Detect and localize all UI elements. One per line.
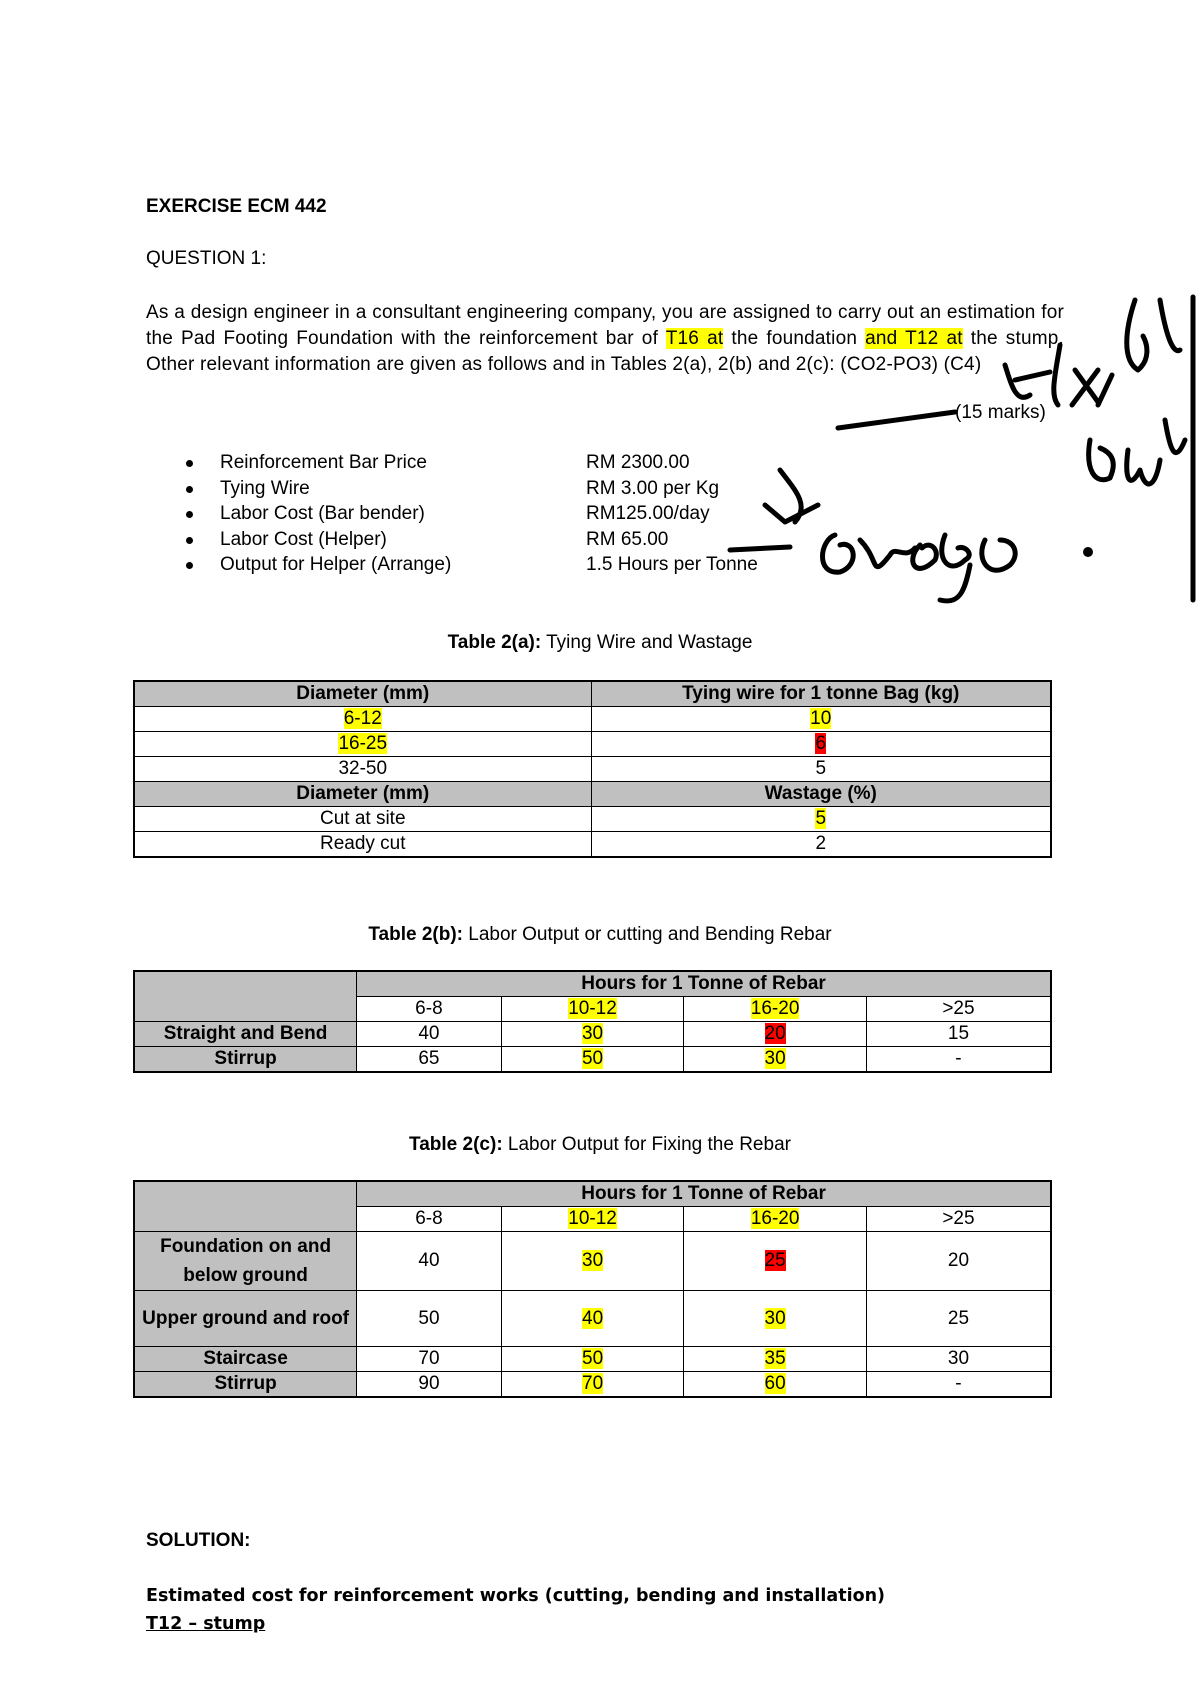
table-cell: 40 (357, 1022, 502, 1047)
highlight-cell-text: 10-12 (568, 1208, 617, 1229)
table-cell: 5 (591, 757, 1051, 782)
table-cell: 70 (357, 1347, 502, 1372)
highlight-cell-text: 30 (582, 1250, 604, 1271)
highlight-cell-text: 10 (810, 708, 832, 729)
table-c-caption-text: Labor Output for Fixing the Rebar (502, 1134, 791, 1155)
highlight-cell-text: 30 (764, 1048, 786, 1069)
list-item-label: Tying Wire (220, 477, 310, 499)
highlight-cell-text: 16-20 (750, 998, 800, 1019)
highlight-cell-text: 35 (764, 1348, 786, 1369)
ink-arrange (823, 535, 1016, 601)
table-row-header: Foundation on and below ground (134, 1232, 357, 1291)
highlight-cell-text: 30 (764, 1307, 786, 1329)
highlight-cell-text: 16-20 (750, 1208, 800, 1229)
table-cell: 65 (357, 1047, 502, 1073)
table-row-header: Upper ground and roof (134, 1291, 357, 1347)
table-col-header: 6-8 (357, 1207, 502, 1232)
list-item-label: Labor Cost (Bar bender) (220, 503, 425, 524)
list-item-value: RM 65.00 (586, 528, 669, 550)
list-item-label: Labor Cost (Helper) (220, 528, 387, 550)
list-item-label: Output for Helper (Arrange) (220, 554, 452, 575)
table-a-caption-text: Tying Wire and Wastage (541, 632, 753, 653)
list-item-value: RM 2300.00 (586, 452, 690, 473)
ink-fix-cut (1005, 300, 1180, 405)
highlight-cell-text: 5 (815, 808, 827, 829)
ink-swm (1089, 420, 1185, 484)
table-cell: 90 (357, 1372, 502, 1398)
highlight-t12: and T12 at (865, 328, 963, 349)
table-cell: 2 (591, 832, 1051, 858)
table-row-header: Staircase (134, 1347, 357, 1372)
para-text-1: As a design engineer in a consultant engineering company, you are assigned to carry out an estimation for the Pad Footing Foundation with the reinforcement bar of (146, 302, 1064, 349)
table-cell: Ready cut (134, 832, 591, 858)
table-header-cell: Wastage (%) (591, 782, 1051, 807)
para-text-2: the foundation (723, 328, 866, 349)
table-row-header: Stirrup (134, 1372, 357, 1398)
table-b-caption-text: Labor Output or cutting and Bending Rebar (463, 924, 832, 945)
table-cell: Cut at site (134, 807, 591, 832)
ink-dash (730, 547, 790, 550)
table-cell: 25 (866, 1291, 1051, 1347)
list-item-value: RM 3.00 per Kg (586, 477, 720, 499)
highlight-cell-text: 16-25 (338, 733, 388, 754)
table-cell: - (866, 1047, 1051, 1073)
table-col-header: 6-8 (357, 997, 502, 1022)
table-header-cell: Diameter (mm) (134, 681, 591, 707)
table-cell: 50 (357, 1291, 502, 1347)
highlight-cell-text: 50 (581, 1048, 604, 1069)
red-highlight-cell-text: 25 (764, 1250, 786, 1271)
solution-heading: SOLUTION: (146, 1530, 251, 1551)
highlight-cell-text: 6-12 (343, 708, 382, 729)
table-cell: 32-50 (134, 757, 591, 782)
table-cell: 30 (866, 1347, 1051, 1372)
table-b-caption-bold: Table 2(b): (368, 924, 463, 945)
highlight-t16: T16 at (665, 328, 724, 349)
ink-strike-line (838, 412, 955, 428)
table-col-header: >25 (866, 997, 1051, 1022)
highlight-cell-text: 70 (582, 1373, 604, 1394)
table-cell: 15 (866, 1022, 1051, 1047)
highlight-cell-text: 40 (582, 1307, 604, 1329)
solution-section: T12 – stump (146, 1614, 266, 1634)
table-cell: 20 (866, 1232, 1051, 1291)
table-group-header: Hours for 1 Tonne of Rebar (357, 971, 1051, 997)
table-c-caption-bold: Table 2(c): (409, 1134, 503, 1155)
list-item-label: Reinforcement Bar Price (220, 452, 427, 473)
table-row-header: Straight and Bend (134, 1022, 357, 1047)
highlight-cell-text: 50 (582, 1348, 604, 1369)
highlight-cell-text: 10-12 (568, 998, 617, 1019)
question-label: QUESTION 1: (146, 248, 267, 269)
red-highlight-cell-text: 20 (764, 1023, 786, 1044)
table-row-header: Stirrup (134, 1047, 357, 1073)
table-cell: - (866, 1372, 1051, 1398)
para-text-3: the stump. Other relevant information are given as follows and in Tables 2(a), 2(b) and 2(c): (CO2-PO3) (C4) (146, 328, 1064, 375)
table-a-caption-bold: Table 2(a): (447, 632, 542, 653)
exercise-title: EXERCISE ECM 442 (146, 196, 327, 217)
highlight-cell-text: 60 (764, 1373, 786, 1394)
marks-label: (15 marks) (955, 402, 1046, 423)
red-highlight-cell-text: 6 (815, 733, 827, 754)
table-header-cell: Tying wire for 1 tonne Bag (kg) (591, 681, 1051, 707)
list-item-value: RM125.00/day (586, 503, 710, 524)
table-header-cell: Diameter (mm) (134, 782, 591, 807)
ink-dot (1086, 550, 1091, 555)
table-cell: 40 (357, 1232, 502, 1291)
table-col-header: >25 (866, 1207, 1051, 1232)
table-group-header: Hours for 1 Tonne of Rebar (357, 1181, 1051, 1207)
ink-arrow (765, 470, 818, 522)
list-item-value: 1.5 Hours per Tonne (586, 554, 758, 575)
highlight-cell-text: 30 (581, 1023, 604, 1044)
solution-subtitle: Estimated cost for reinforcement works (cutting, bending and installation) (146, 1586, 886, 1606)
